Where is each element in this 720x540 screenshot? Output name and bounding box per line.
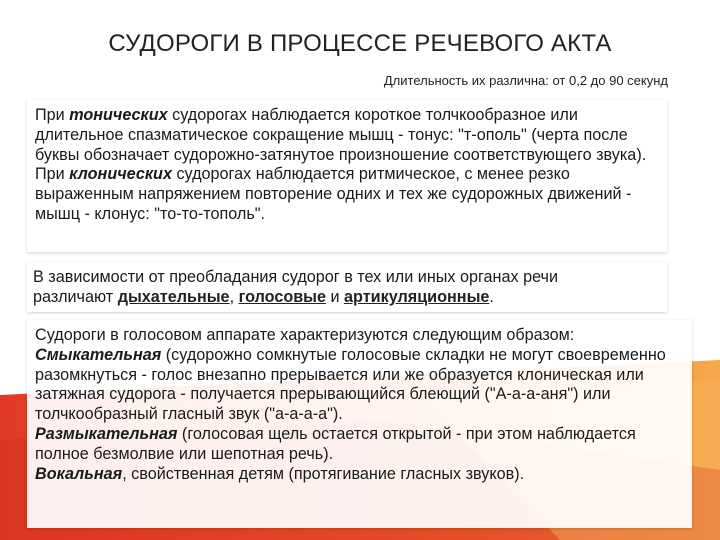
convulsion-types-block <box>27 100 667 252</box>
classification-paragraph: В зависимости от преобладания судорог в тех или иных органах речи различают дыхательные, голосовые и артикуляционные. <box>33 268 559 306</box>
organ-classification-block <box>27 262 667 312</box>
closing-term: Смыкательная <box>35 345 162 364</box>
vocal-term: голосовые <box>238 287 326 306</box>
closing-type-paragraph: Смыкательная (судорожно сомкнутые голосовые складки не могут своевременно разомкнуться - голос внезапно прерывается или же образуется клоническая или затяжная судорога - получается прерывающийся блеющий ("А-а-а-аня") или толчкообразный гласный звук ("а-а-а-а"). <box>35 345 666 424</box>
vocal-type-term: Вокальная <box>35 464 123 483</box>
vocal-type-paragraph: Вокальная, свойственная детям (протягивание гласных звуков). <box>35 464 525 483</box>
clonic-term: клонических <box>69 165 172 184</box>
opening-term: Размыкательная <box>35 424 178 443</box>
tonic-term: тонических <box>69 106 168 124</box>
slide-title: СУДОРОГИ В ПРОЦЕССЕ РЕЧЕВОГО АКТА <box>108 30 612 57</box>
articulatory-term: артикуляционные <box>344 287 490 306</box>
opening-type-paragraph: Размыкательная (голосовая щель остается открытой - при этом наблюдается полное безмолвие или шепотная речь). <box>35 424 636 463</box>
vocal-intro: Судороги в голосовом аппарате характеризуются следующим образом: <box>35 326 575 344</box>
duration-subtitle: Длительность их различна: от 0,2 до 90 секунд <box>383 73 668 88</box>
vocal-apparatus-block <box>27 320 692 528</box>
tonic-paragraph: При тонических судорогах наблюдается короткое толчкообразное или длительное спазматическое сокращение мышц - тонус: "т-ополь" (черта после буквы обозначает судорожно-затянутое произношение соответствующего звука). <box>35 106 647 164</box>
respiratory-term: дыхательные <box>117 287 230 306</box>
clonic-paragraph: При клонических судорогах наблюдается ритмическое, с менее резко выраженным напряжением повторение одних и тех же судорожных движений - мышц - клонус: "то-то-тополь". <box>35 165 632 223</box>
